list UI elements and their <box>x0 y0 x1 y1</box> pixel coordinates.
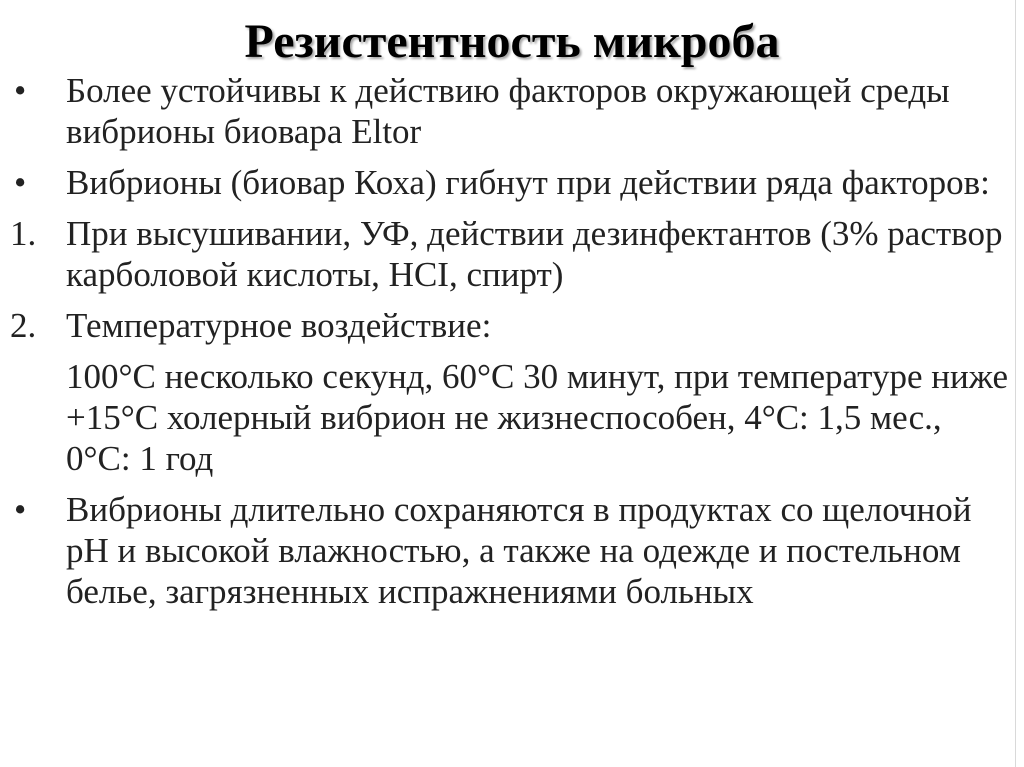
list-item-text: Вибрионы длительно сохраняются в продуктах со щелочной рН и высокой влажностью, а также на одежде и постельном белье, загрязненных испражнениями больных <box>66 490 972 611</box>
list-item <box>0 489 1010 612</box>
list-item <box>0 213 1010 295</box>
list-item-text: Вибрионы (биовар Коха) гибнут при действии ряда факторов: <box>66 163 990 202</box>
list-item <box>0 305 1010 346</box>
list-item-text: 100°С несколько секунд, 60°С 30 минут, при температуре ниже +15°С холерный вибрион не жизнеспособен, 4°С: 1,5 мес., 0°С: 1 год <box>66 357 1009 478</box>
list-item <box>0 70 1010 152</box>
bullet-marker: • <box>14 490 27 529</box>
list-item <box>0 162 1010 203</box>
bullet-marker: • <box>14 71 27 110</box>
list-item-text: При высушивании, УФ, действии дезинфектантов (3% раствор карболовой кислоты, HCI, спирт) <box>66 214 1003 294</box>
number-marker: 2. <box>10 306 37 345</box>
bullet-marker: • <box>14 163 27 202</box>
slide-content <box>0 70 1010 622</box>
list-item-text: Температурное воздействие: <box>66 306 492 345</box>
list-item-continuation <box>0 356 1010 479</box>
slide-border <box>1015 0 1016 767</box>
slide-title: Резистентность микроба <box>244 15 780 68</box>
number-marker: 1. <box>10 214 37 253</box>
list-item-text: Более устойчивы к действию факторов окружающей среды вибрионы биовара Eltor <box>66 71 950 151</box>
